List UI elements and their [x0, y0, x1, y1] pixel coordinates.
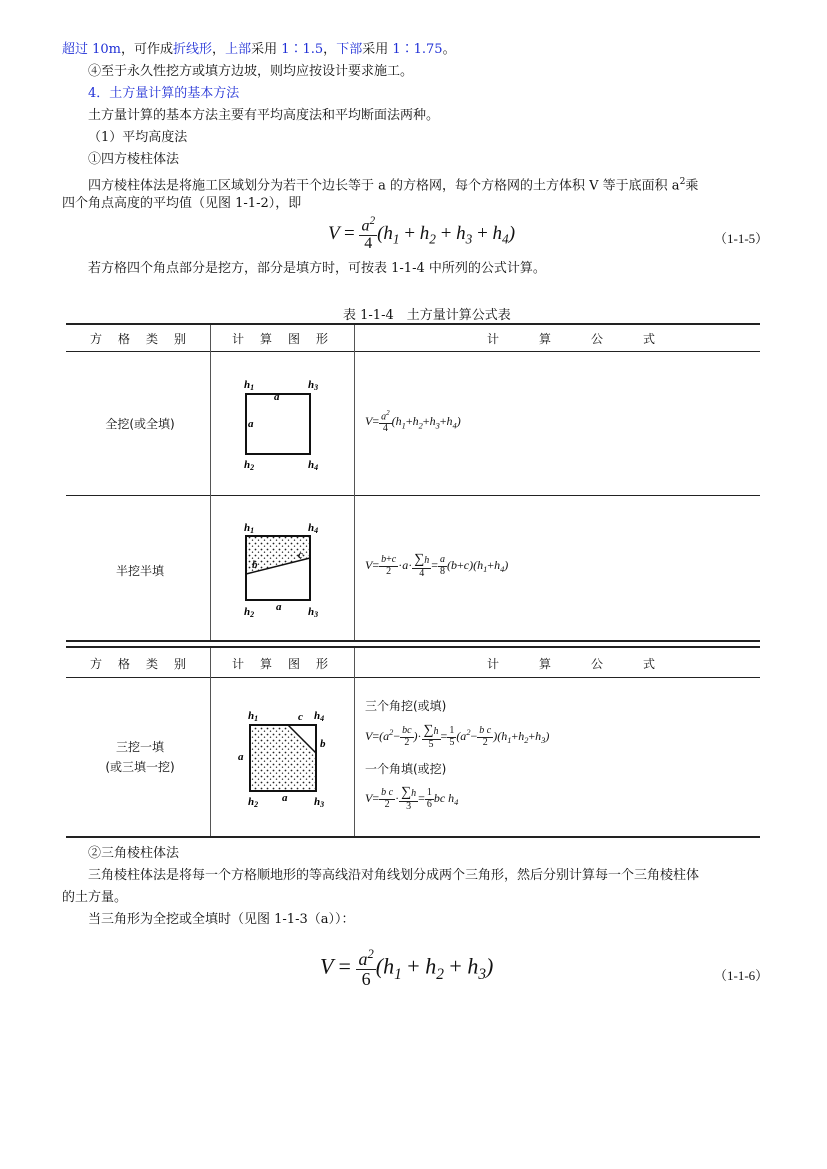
table-header-rule — [66, 351, 760, 352]
paragraph-line-2: ④至于永久性挖方或填方边坡，则均应按设计要求施工。 — [88, 64, 414, 79]
equation-number: （1-1-6） — [714, 968, 769, 983]
svg-text:h3: h3 — [314, 796, 325, 809]
paragraph-line-1 — [62, 41, 456, 59]
formula-full-cut: V= $\frac{a^2}{4}$ $(h_1+h_2+h_3+h_4)$ — [365, 409, 461, 434]
paragraph-line-13: 当三角形为全挖或全填时（见图 1-1-3（a））： — [88, 912, 355, 927]
formula-case-title-2: 一个角填(或挖) — [365, 762, 447, 776]
paragraph-line-9: 若方格四个角点部分是挖方，部分是填方时，可按表 1-1-4 中所列的公式计算。 — [88, 261, 546, 276]
table-title: 表 1-1-4 土方量计算公式表 — [343, 308, 511, 323]
section-heading: 4．土方量计算的基本方法 — [88, 86, 240, 101]
svg-text:h4: h4 — [308, 459, 319, 472]
table-col-divider — [210, 325, 211, 640]
table-top-rule — [66, 323, 760, 325]
svg-text:b: b — [320, 738, 326, 750]
svg-text:h2: h2 — [244, 606, 255, 619]
table-bottom-rule — [66, 836, 760, 838]
svg-text:c: c — [298, 711, 303, 723]
header-formula-2: 计算公式 — [487, 657, 696, 671]
text-run: 超过 10m — [62, 42, 122, 57]
paragraph-line-11: 三角棱柱体法是将每一个方格顺地形的等高线沿对角线划分成两个三角形，然后分别计算每一个三角棱柱体 — [88, 868, 700, 883]
svg-text:a: a — [238, 751, 244, 763]
paragraph-line-4: 土方量计算的基本方法主要有平均高度法和平均断面法两种。 — [88, 108, 440, 123]
text-run: 采用 — [362, 42, 393, 57]
equation-1-1-5: V = $\frac{a^2}{4}$ $(h_1 + h_2 + h_3 + h_4)$ — [328, 215, 516, 253]
text-run: 下部 — [336, 42, 363, 57]
paragraph-line-5: （1）平均高度法 — [88, 130, 188, 145]
table-col-divider — [210, 648, 211, 836]
diagram-three-cut-one-fill — [230, 703, 340, 813]
diagram-full-cut — [230, 372, 340, 477]
paragraph-line-8: 四个角点高度的平均值（见图 1-1-2），即 — [62, 196, 302, 211]
paragraph-line-7 — [88, 173, 698, 195]
formula-half-cut: V= $\frac{b+c}{2}$ ·a· $\frac{\sum h}{4}$ = $\frac{a}{8}$ $(b+c)(h_1+h_4)$ — [365, 552, 509, 579]
category-full-cut: 全挖(或全填) — [105, 417, 175, 431]
svg-text:h4: h4 — [314, 710, 325, 723]
text-run: ，可作成 — [121, 42, 174, 57]
svg-text:h1: h1 — [248, 710, 259, 723]
text-run: 折线形 — [173, 42, 213, 57]
text-run: 1∶1.5 — [281, 42, 324, 57]
text-run: ， — [212, 42, 226, 57]
text-run: 乘 — [685, 178, 699, 194]
superscript: 2 — [679, 177, 686, 187]
svg-text:a: a — [282, 792, 288, 804]
svg-text:h3: h3 — [308, 606, 319, 619]
svg-text:h2: h2 — [248, 796, 259, 809]
text-run: 。 — [442, 42, 456, 57]
svg-text:h3: h3 — [308, 379, 319, 392]
header-category: 方格类别 — [90, 332, 203, 346]
category-line: (或三填一挖) — [105, 760, 175, 774]
table-col-divider — [354, 648, 355, 836]
header-figure-2: 计算图形 — [232, 657, 345, 671]
table-header-rule-2 — [66, 677, 760, 678]
text-run: 1∶1.75 — [392, 42, 443, 57]
formula-three-cut: $V=(a^2-$ $\frac{bc}{2}$ )· $\frac{\sum h}{5}$ = $\frac{1}{5}$ ($a^2-$ $\frac{\text{b c}}{2}$ )$(h_1+h_2+h_3)$ — [365, 723, 550, 750]
category-line: 三挖一填 — [115, 740, 164, 754]
svg-text:h4: h4 — [308, 522, 319, 535]
header-formula: 计算公式 — [487, 332, 696, 346]
text-run: ， — [323, 42, 337, 57]
text-run: 四方棱柱体法是将施工区域划分为若干个边长等于 a 的方格网，每个方格网的土方体积 V 等于底面积 a — [88, 178, 680, 194]
paragraph-line-10: ②三角棱柱体法 — [88, 846, 180, 861]
header-category-2: 方格类别 — [90, 657, 203, 671]
text-run: 采用 — [251, 42, 282, 57]
formula-case-title-1: 三个角挖(或填) — [365, 699, 447, 713]
svg-text:b: b — [252, 559, 258, 571]
svg-text:h1: h1 — [244, 522, 255, 535]
svg-text:a: a — [274, 391, 280, 403]
table-row-rule — [66, 495, 760, 496]
header-figure: 计算图形 — [232, 332, 345, 346]
svg-text:h2: h2 — [244, 459, 255, 472]
svg-text:c: c — [298, 549, 303, 561]
svg-text:h1: h1 — [244, 379, 255, 392]
category-half-cut-half-fill: 半挖半填 — [115, 564, 164, 578]
paragraph-line-12: 的土方量。 — [62, 890, 128, 905]
text-run: 上部 — [225, 42, 252, 57]
table-break-rule — [66, 640, 760, 642]
formula-one-fill: V= $\frac{\text{b c}}{2}$ · $\frac{\sum h}{3}$ = $\frac{1}{6}$ bc $h_4$ — [365, 785, 459, 812]
svg-text:a: a — [248, 418, 254, 430]
equation-1-1-6: V = $\frac{a^2}{6}$ $(h_1 + h_2 + h_3)$ — [320, 947, 494, 989]
equation-number: （1-1-5） — [714, 231, 769, 246]
table-break-rule-2 — [66, 646, 760, 648]
svg-text:a: a — [276, 601, 282, 613]
paragraph-line-6: ①四方棱柱体法 — [88, 152, 180, 167]
diagram-half-cut-half-fill — [230, 518, 340, 623]
category-three-cut-one-fill — [70, 737, 210, 777]
table-col-divider — [354, 325, 355, 640]
